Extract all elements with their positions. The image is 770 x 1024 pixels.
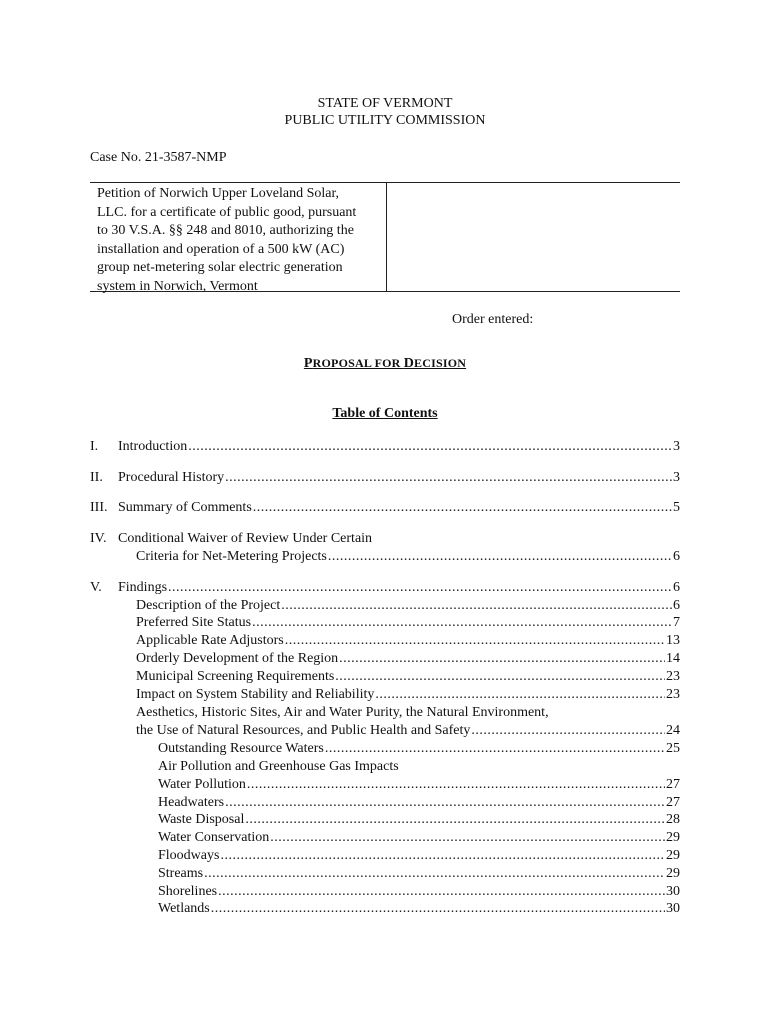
caption-line: system in Norwich, Vermont (97, 278, 258, 294)
toc-label: Criteria for Net-Metering Projects (136, 549, 327, 564)
toc-page: 14 (666, 651, 680, 666)
toc-leader (225, 469, 672, 487)
toc-page: 23 (666, 687, 680, 702)
toc-label: Impact on System Stability and Reliability (136, 687, 375, 702)
toc-page: 3 (673, 470, 680, 485)
caption-divider (386, 183, 387, 291)
toc-entry-outstanding-resource-waters[interactable] (158, 740, 680, 758)
title-part: ECISION (414, 356, 467, 370)
toc-page: 7 (673, 615, 680, 630)
toc-label: Orderly Development of the Region (136, 651, 339, 666)
toc-leader (281, 597, 672, 615)
toc-numeral: V. (90, 580, 102, 595)
toc-entry-procedural-history[interactable] (118, 469, 680, 487)
toc-leader (247, 776, 665, 794)
toc-label: Floodways (158, 848, 220, 863)
toc-entry-waste-disposal[interactable] (158, 811, 680, 829)
toc-label: Municipal Screening Requirements (136, 669, 335, 684)
state-heading: STATE OF VERMONT (317, 96, 453, 111)
toc-entry-summary-of-comments[interactable] (118, 499, 680, 517)
toc-label: Wetlands (158, 901, 210, 916)
toc-label: Introduction (118, 439, 188, 454)
toc-leader (211, 900, 665, 918)
toc-page: 6 (673, 598, 680, 613)
toc-page: 28 (666, 812, 680, 827)
toc-leader (204, 865, 665, 883)
caption-line: installation and operation of a 500 kW (AC) (97, 241, 345, 257)
toc-page: 30 (666, 901, 680, 916)
toc-leader (285, 632, 665, 650)
toc-label: Procedural History (118, 470, 225, 485)
toc-page: 27 (666, 777, 680, 792)
title-initial-p: P (303, 356, 313, 371)
toc-entry-conditional-waiver[interactable] (136, 548, 680, 566)
toc-label: Description of the Project (136, 598, 281, 613)
title-part: ROPOSAL FOR (312, 356, 404, 370)
toc-entry-orderly-development[interactable] (136, 650, 680, 668)
toc-label: Headwaters (158, 795, 225, 810)
petition-caption (97, 185, 377, 296)
toc-leader (252, 614, 672, 632)
toc-page: 25 (666, 741, 680, 756)
toc-entry-municipal-screening[interactable] (136, 668, 680, 686)
toc-label: Outstanding Resource Waters (158, 741, 324, 756)
toc-page: 3 (673, 439, 680, 454)
toc-label: Streams (158, 866, 204, 881)
toc-leader (253, 499, 672, 517)
toc-label: Water Conservation (158, 830, 270, 845)
toc-label: Waste Disposal (158, 812, 245, 827)
toc-entry-findings[interactable] (118, 579, 680, 597)
toc-label: Shorelines (158, 884, 218, 899)
toc-leader (168, 579, 672, 597)
toc-entry-aesthetics[interactable] (136, 722, 680, 740)
title-initial-d: D (403, 356, 415, 371)
toc-entry-floodways[interactable] (158, 847, 680, 865)
toc-leader (325, 740, 665, 758)
toc-entry-air-pollution[interactable]: Air Pollution and Greenhouse Gas Impacts (158, 759, 399, 774)
toc-label: the Use of Natural Resources, and Public Health and Safety (136, 723, 471, 738)
toc-label: Preferred Site Status (136, 615, 252, 630)
document-title (0, 356, 770, 372)
toc-numeral: III. (90, 500, 108, 515)
toc-numeral: IV. (90, 531, 107, 546)
toc-label: Findings (118, 580, 168, 595)
toc-entry-description-of-project[interactable] (136, 597, 680, 615)
toc-leader (220, 847, 665, 865)
toc-leader (245, 811, 665, 829)
toc-leader (218, 883, 665, 901)
toc-entry-system-stability[interactable] (136, 686, 680, 704)
caption-line: Petition of Norwich Upper Loveland Solar, (97, 186, 340, 201)
toc-label: Water Pollution (158, 777, 246, 792)
toc-page: 13 (666, 633, 680, 648)
toc-entry-applicable-rate-adjustors[interactable] (136, 632, 680, 650)
toc-page: 29 (666, 830, 680, 845)
caption-table (90, 182, 680, 292)
toc-label-aesthetics[interactable]: Aesthetics, Historic Sites, Air and Water Purity, the Natural Environment, (136, 705, 549, 720)
toc-leader (270, 829, 665, 847)
toc-entry-shorelines[interactable] (158, 883, 680, 901)
toc-leader (335, 668, 665, 686)
toc-page: 6 (673, 549, 680, 564)
case-number: Case No. 21-3587-NMP (90, 150, 227, 165)
toc-page: 24 (666, 723, 680, 738)
toc-leader (328, 548, 672, 566)
toc-label-conditional-waiver[interactable]: Conditional Waiver of Review Under Certain (118, 531, 373, 546)
toc-page: 6 (673, 580, 680, 595)
toc-label: Summary of Comments (118, 500, 252, 515)
toc-page: 5 (673, 500, 680, 515)
toc-page: 27 (666, 795, 680, 810)
toc-entry-introduction[interactable] (118, 438, 680, 456)
toc-label: Applicable Rate Adjustors (136, 633, 284, 648)
caption-line: LLC. for a certificate of public good, pursuant (97, 204, 357, 220)
toc-leader (225, 794, 665, 812)
toc-page: 29 (666, 848, 680, 863)
toc-numeral: II. (90, 470, 103, 485)
toc-page: 30 (666, 884, 680, 899)
toc-entry-wetlands[interactable] (158, 900, 680, 918)
toc-leader (471, 722, 665, 740)
toc-entry-headwaters[interactable] (158, 794, 680, 812)
commission-heading: PUBLIC UTILITY COMMISSION (284, 113, 486, 128)
toc-entry-preferred-site-status[interactable] (136, 614, 680, 632)
toc-page: 29 (666, 866, 680, 881)
toc-leader (188, 438, 672, 456)
toc-title: Table of Contents (332, 406, 438, 421)
caption-line: to 30 V.S.A. §§ 248 and 8010, authorizing the (97, 223, 354, 238)
toc-numeral: I. (90, 439, 99, 454)
toc-leader (339, 650, 665, 668)
order-entered: Order entered: (452, 312, 534, 327)
toc-entry-water-pollution[interactable] (158, 776, 680, 794)
toc-entry-water-conservation[interactable] (158, 829, 680, 847)
toc-leader (375, 686, 665, 704)
caption-line: group net-metering solar electric generation (97, 260, 343, 275)
toc-page: 23 (666, 669, 680, 684)
toc-entry-streams[interactable] (158, 865, 680, 883)
